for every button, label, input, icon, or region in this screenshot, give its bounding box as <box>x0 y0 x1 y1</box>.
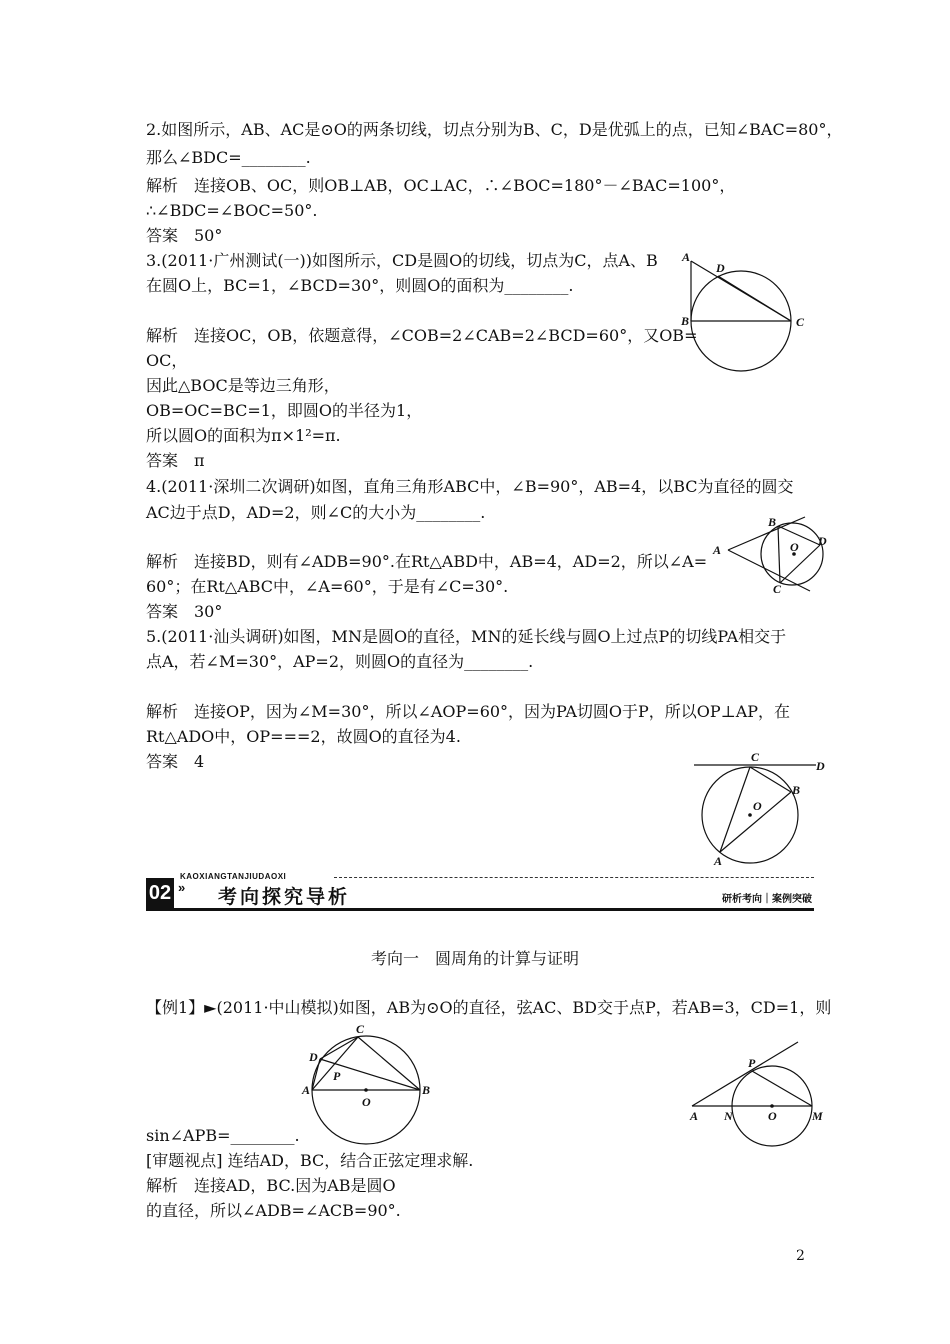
banner-arrow-icon: » <box>178 880 186 895</box>
label-o: O <box>768 1109 777 1123</box>
label-b: B <box>422 1083 431 1097</box>
example-line-1: 【例1】►(2011·中山模拟)如图，AB为⊙O的直径，弦AC、BD交于点P，若AB=3，CD=1，则 <box>146 998 832 1017</box>
label-a: A <box>714 854 723 868</box>
q5-answer: 答案 4 <box>146 752 205 771</box>
q2-answer: 答案 50° <box>146 226 223 245</box>
label-a: A <box>302 1083 311 1097</box>
label-o: O <box>362 1095 371 1109</box>
q3-line-2: 在圆O上，BC=1，∠BCD=30°，则圆O的面积为________. <box>146 276 574 295</box>
label-c: C <box>356 1022 365 1036</box>
label-c: C <box>796 315 805 329</box>
banner-number: 02 <box>146 878 174 908</box>
figure-q2 <box>694 748 834 868</box>
banner-rule <box>146 908 814 911</box>
q5-line-1: 5.(2011·汕头调研)如图，MN是圆O的直径，MN的延长线与圆O上过点P的切线PA相交于 <box>146 627 787 646</box>
label-b: B <box>681 314 690 328</box>
q2-analysis-2: ∴∠BDC=∠BOC=50°. <box>146 201 318 220</box>
label-o: O <box>790 540 799 554</box>
q4-answer: 答案 30° <box>146 602 223 621</box>
q4-line-1: 4.(2011·深圳二次调研)如图，直角三角形ABC中，∠B=90°，AB=4，以BC为直径的圆交 <box>146 477 794 496</box>
q2-analysis-1: 解析 连接OB、OC，则OB⊥AB，OC⊥AC，∴∠BOC=180°－∠BAC=100°， <box>146 176 736 195</box>
label-a: A <box>713 543 722 557</box>
page-number: 2 <box>796 1248 805 1264</box>
label-d: D <box>816 759 825 773</box>
label-b: B <box>792 783 801 797</box>
label-p: P <box>333 1069 341 1083</box>
label-c: C <box>751 750 760 764</box>
figure-example-1 <box>300 1022 440 1146</box>
label-b: B <box>768 515 777 529</box>
q4-analysis-1: 解析 连接BD，则有∠ADB=90°.在Rt△ABD中，AB=4，AD=2，所以∠A= <box>146 552 708 571</box>
q5-analysis-1: 解析 连接OP，因为∠M=30°，所以∠AOP=60°，因为PA切圆O于P，所以OP⊥AP，在 <box>146 702 791 721</box>
label-c: C <box>773 582 782 596</box>
banner-subtitle: 研析考向｜案例突破 <box>722 894 812 905</box>
example-line-2: sin∠APB=________. <box>146 1126 300 1145</box>
example-line-5: 的直径，所以∠ADB=∠ACB=90°. <box>146 1201 401 1220</box>
q3-analysis-5: 所以圆O的面积为π×1²=π. <box>146 426 341 445</box>
q4-analysis-2: 60°；在Rt△ABC中，∠A=60°，于是有∠C=30°. <box>146 577 509 596</box>
label-d: D <box>716 261 725 275</box>
example-line-4: 解析 连接AD，BC.因为AB是圆O <box>146 1176 396 1195</box>
example-line-3: [审题视点] 连结AD，BC，结合正弦定理求解. <box>146 1151 474 1170</box>
label-p: P <box>748 1056 756 1070</box>
q3-analysis-3: 因此△BOC是等边三角形， <box>146 376 340 395</box>
label-a: A <box>690 1109 699 1123</box>
section-title: 考向一 圆周角的计算与证明 <box>370 949 579 968</box>
q2-line-2: 那么∠BDC=________. <box>146 148 311 167</box>
q5-line-2: 点A，若∠M=30°，AP=2，则圆O的直径为________. <box>146 652 534 671</box>
figure-q4 <box>710 515 830 595</box>
q5-analysis-2: Rt△ADO中，OP===2，故圆O的直径为4. <box>146 727 461 746</box>
label-d: D <box>818 534 827 548</box>
label-a: A <box>682 250 691 264</box>
banner-dashed-rule <box>334 877 814 878</box>
banner-title: 考向探究导析 <box>218 886 351 908</box>
q3-analysis-2: OC， <box>146 351 188 370</box>
figure-q5 <box>688 1040 828 1144</box>
q3-analysis-1: 解析 连接OC，OB，依题意得，∠COB=2∠CAB=2∠BCD=60°，又OB= <box>146 326 698 345</box>
q3-analysis-4: OB=OC=BC=1，即圆O的半径为1， <box>146 401 423 420</box>
q3-answer: 答案 π <box>146 451 205 470</box>
q3-line-1: 3.(2011·广州测试(一))如图所示，CD是圆O的切线，切点为C，点A、B <box>146 251 658 270</box>
label-n: N <box>724 1109 733 1123</box>
q4-line-2: AC边于点D，AD=2，则∠C的大小为________. <box>146 503 486 522</box>
banner-pinyin: KAOXIANGTANJIUDAOXI <box>180 872 287 881</box>
figure-q3 <box>680 248 810 378</box>
q2-line-1: 2.如图所示，AB、AC是⊙O的两条切线，切点分别为B、C，D是优弧上的点，已知∠BAC=80°， <box>146 120 843 139</box>
label-d: D <box>309 1050 318 1064</box>
label-o: O <box>753 799 762 813</box>
label-m: M <box>812 1109 823 1123</box>
section-banner <box>146 872 814 912</box>
